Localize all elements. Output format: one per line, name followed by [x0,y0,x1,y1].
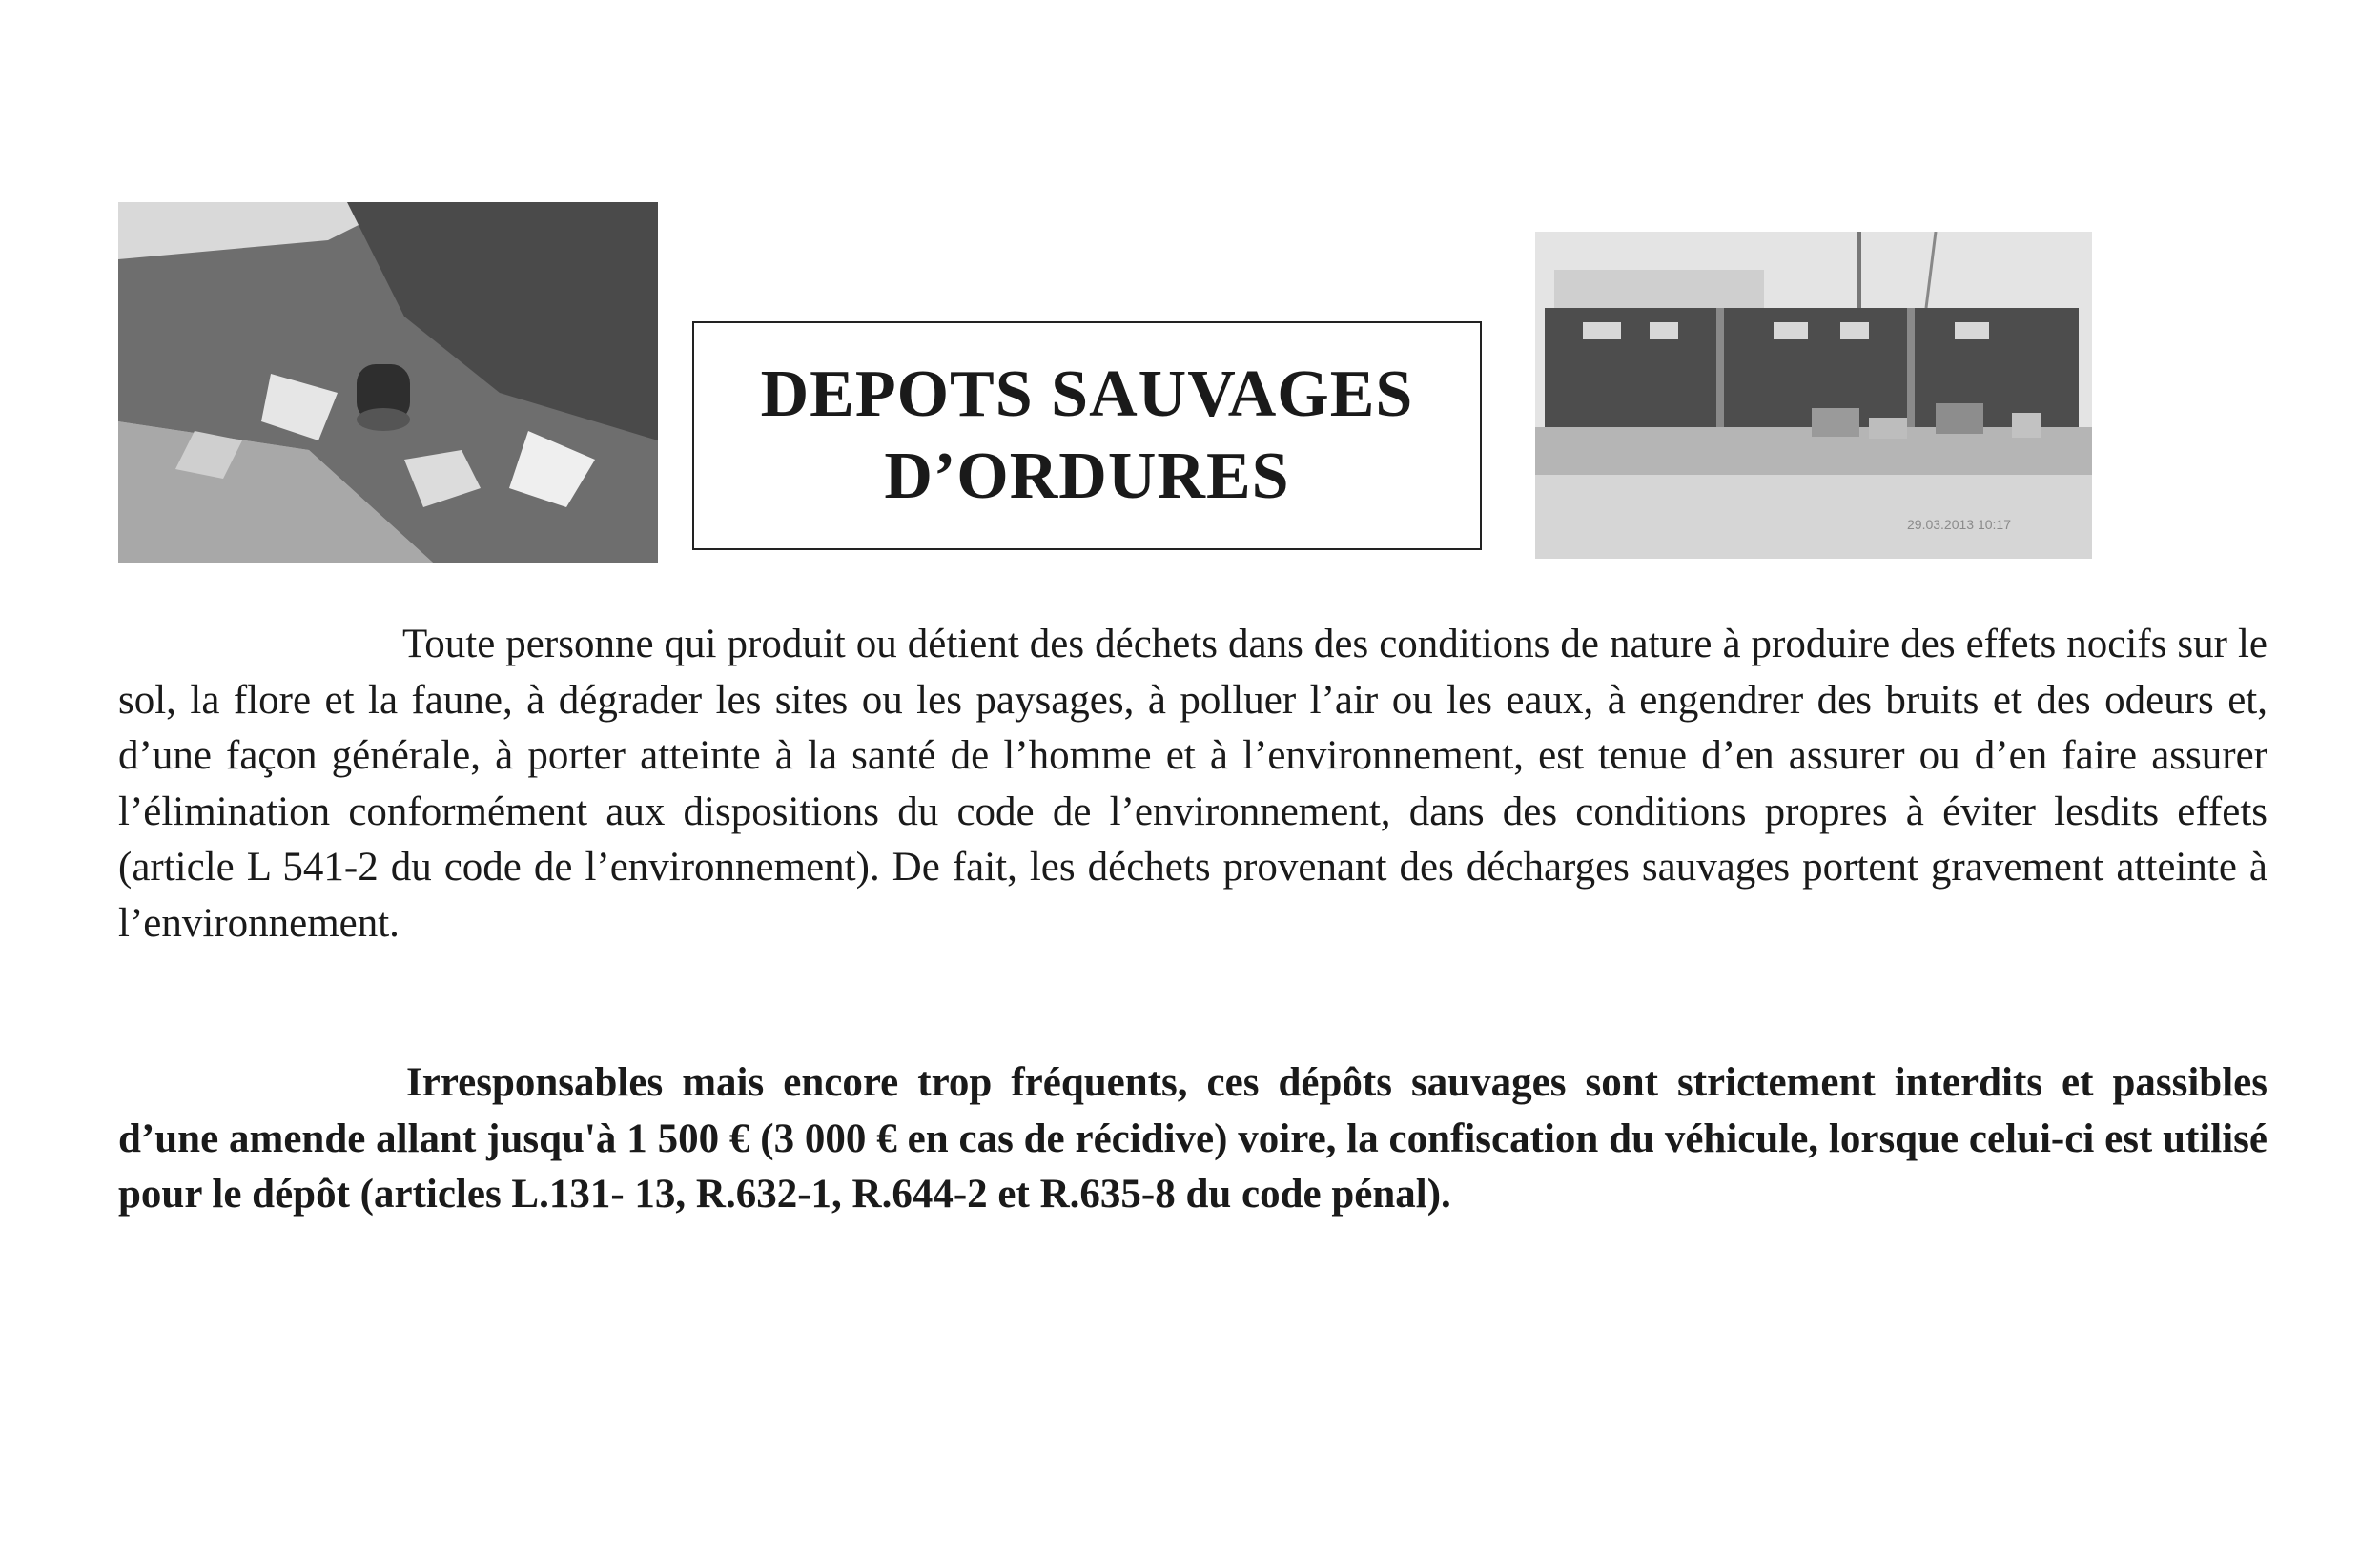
roadside-dump-photo [118,202,658,563]
body-paragraph-2: Irresponsables mais encore trop fréquents, ces dépôts sauvages sont strictement interdits et passibles d’une amende allant jusqu'à 1 500 € (3 000 € en cas de récidive) voire, la confiscation du véhicule, lorsque celui-ci est utilisé pour le dépôt (articles L.131- 13, R.632-1, R.644-2 et R.635-8 du code pénal). [118,1060,2267,1217]
page-title-line-2: D’ORDURES [884,440,1290,513]
body-paragraph-1: Toute personne qui produit ou détient des déchets dans des conditions de nature à produire des effets nocifs sur le sol, la flore et la faune, à dégrader les sites ou les paysages, à polluer l’air ou les eaux, à engendrer des bruits et des odeurs et, d’une façon générale, à porter atteinte à la santé de l’homme et à l’environnement, est tenue d’en assurer ou d’en faire assurer l’élimination conformément aux dispositions du code de l’environnement, dans des conditions propres à éviter lesdits effets (article L 541-2 du code de l’environnement). De fait, les déchets provenant des décharges sauvages portent gravement atteinte à l’environnement. [118,622,2267,946]
photo-timestamp: 29.03.2013 10:17 [1907,517,2011,532]
recycling-bins-dump-photo [1535,232,2092,559]
title-box [692,321,1482,550]
page-title-line-1: DEPOTS SAUVAGES [760,358,1414,431]
